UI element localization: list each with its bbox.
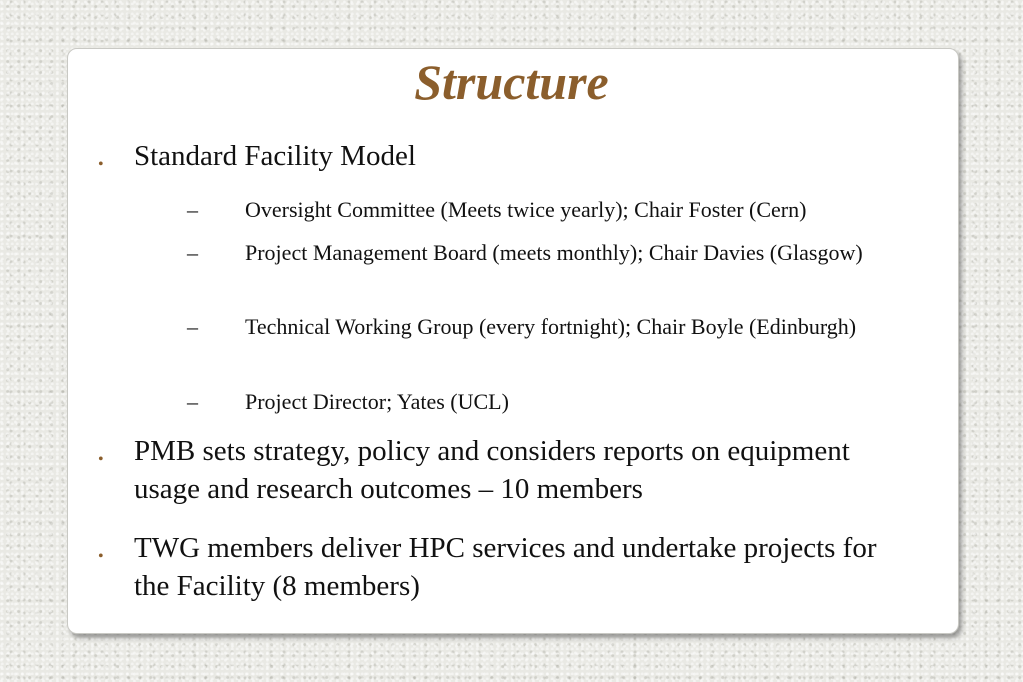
sub-item	[187, 195, 907, 225]
bullet-marker: •	[98, 548, 104, 565]
bullet-marker: •	[98, 156, 104, 173]
sub-item	[187, 238, 907, 268]
slide-title: Structure	[414, 54, 609, 110]
sub-marker: –	[187, 389, 198, 414]
bullet-text: Standard Facility Model	[134, 140, 416, 172]
bullet-item	[98, 432, 908, 508]
bullet-text: TWG members deliver HPC services and undertake projects for the Facility (8 members)	[134, 532, 877, 602]
sub-text: Oversight Committee (Meets twice yearly); Chair Foster (Cern)	[245, 197, 807, 222]
bullet-text: PMB sets strategy, policy and considers reports on equipment usage and research outcomes – 10 members	[134, 435, 850, 505]
bullet-item	[98, 137, 908, 175]
bullet-marker: •	[98, 451, 104, 468]
sub-marker: –	[187, 240, 198, 265]
sub-item	[187, 312, 907, 342]
sub-text: Project Director; Yates (UCL)	[245, 389, 509, 414]
sub-text: Technical Working Group (every fortnight); Chair Boyle (Edinburgh)	[245, 314, 857, 339]
bullet-item	[98, 529, 908, 605]
sub-marker: –	[187, 197, 198, 222]
sub-item	[187, 387, 907, 417]
sub-text: Project Management Board (meets monthly); Chair Davies (Glasgow)	[245, 240, 863, 265]
sub-marker: –	[187, 314, 198, 339]
